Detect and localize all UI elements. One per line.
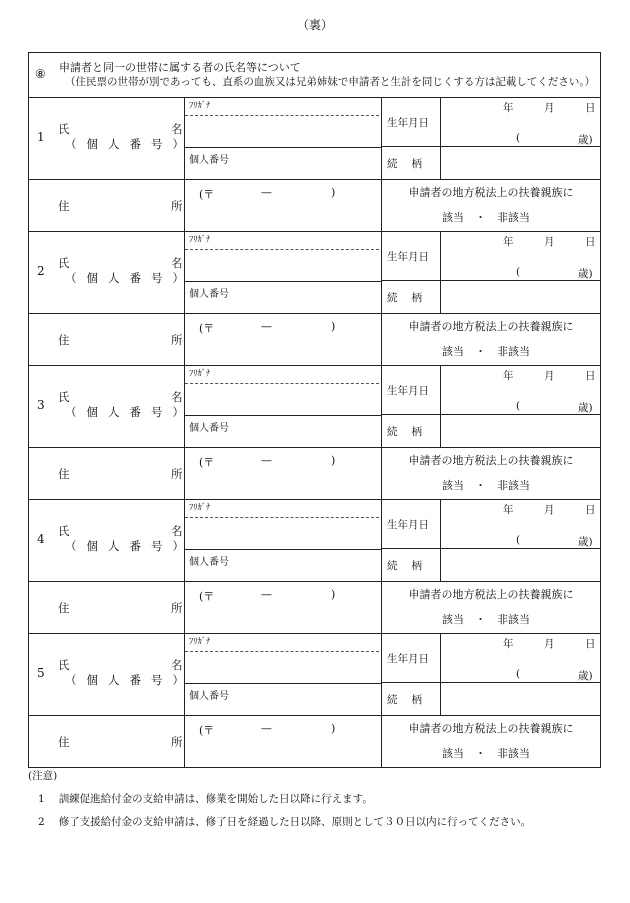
relationship-label: 続 柄 bbox=[382, 415, 441, 447]
member-address-row bbox=[29, 582, 600, 634]
name-label-shi: 氏 bbox=[58, 390, 70, 404]
birthdate-field[interactable]: 年 月 日 ( 歳) bbox=[503, 504, 596, 548]
address-label-ju: 住 bbox=[58, 199, 70, 213]
postal-dash: — bbox=[261, 186, 272, 199]
individual-number-field[interactable]: 個人番号 bbox=[189, 691, 229, 702]
postal-dash: — bbox=[261, 722, 272, 735]
address-label-ju: 住 bbox=[58, 735, 70, 749]
postal-close: ) bbox=[331, 186, 336, 199]
member-name-row bbox=[29, 232, 600, 314]
member-address-row bbox=[29, 716, 600, 767]
name-input-cell[interactable] bbox=[185, 634, 382, 715]
birth-relationship-cell bbox=[382, 232, 600, 313]
postal-close: ) bbox=[331, 722, 336, 735]
member-index: 3 bbox=[37, 398, 45, 412]
member-name-row bbox=[29, 366, 600, 448]
name-input-cell[interactable] bbox=[185, 232, 382, 313]
address-label-sho: 所 bbox=[171, 333, 183, 347]
name-label-mei: 名 bbox=[171, 658, 183, 672]
individual-number-label: （個人番号） bbox=[65, 405, 194, 419]
name-input-cell[interactable] bbox=[185, 366, 382, 447]
postal-close: ) bbox=[331, 588, 336, 601]
furigana-field[interactable]: ﾌﾘｶﾞﾅ bbox=[185, 366, 379, 384]
birthdate-label: 生年月日 bbox=[382, 500, 441, 548]
individual-number-label: （個人番号） bbox=[65, 539, 194, 553]
birth-relationship-cell bbox=[382, 634, 600, 715]
dependent-question: 申請者の地方税法上の扶養親族に bbox=[408, 588, 574, 601]
address-label-cell bbox=[29, 180, 185, 231]
furigana-field[interactable]: ﾌﾘｶﾞﾅ bbox=[185, 500, 379, 518]
address-field[interactable] bbox=[185, 448, 382, 499]
postal-open: (〒 bbox=[199, 456, 215, 469]
note-item-1: 1 訓練促進給付金の支給申請は、修業を開始した日以降に行えます。 bbox=[38, 793, 373, 805]
household-members-form bbox=[28, 52, 601, 768]
address-field[interactable] bbox=[185, 582, 382, 633]
dependent-question: 申請者の地方税法上の扶養親族に bbox=[408, 320, 574, 333]
member-name-label-cell bbox=[29, 500, 194, 581]
dependent-question: 申請者の地方税法上の扶養親族に bbox=[408, 722, 574, 735]
member-name-label-cell bbox=[29, 232, 194, 313]
furigana-field[interactable]: ﾌﾘｶﾞﾅ bbox=[185, 98, 379, 116]
address-field[interactable] bbox=[185, 314, 382, 365]
birthdate-label: 生年月日 bbox=[382, 634, 441, 682]
relationship-label: 続 柄 bbox=[382, 147, 441, 179]
name-input-cell[interactable] bbox=[185, 98, 382, 179]
relationship-label: 続 柄 bbox=[382, 549, 441, 581]
postal-close: ) bbox=[331, 320, 336, 333]
dependent-status-cell[interactable] bbox=[382, 716, 600, 767]
name-field[interactable] bbox=[185, 250, 381, 282]
name-label-shi: 氏 bbox=[58, 658, 70, 672]
individual-number-label: （個人番号） bbox=[65, 137, 194, 151]
member-name-row bbox=[29, 634, 600, 716]
address-label-sho: 所 bbox=[171, 735, 183, 749]
section-number: ⑧ bbox=[35, 67, 46, 81]
member-name-label-cell bbox=[29, 98, 194, 179]
dependent-options[interactable]: 該当 ・ 非該当 bbox=[442, 479, 530, 492]
member-name-row bbox=[29, 500, 600, 582]
section-title: 申請者と同一の世帯に属する者の氏名等について bbox=[59, 61, 301, 74]
name-field[interactable] bbox=[185, 116, 381, 148]
individual-number-field[interactable]: 個人番号 bbox=[189, 423, 229, 434]
name-label-mei: 名 bbox=[171, 122, 183, 136]
address-field[interactable] bbox=[185, 716, 382, 767]
relationship-field[interactable] bbox=[441, 415, 600, 447]
individual-number-label: （個人番号） bbox=[65, 673, 194, 687]
section-subtitle: （住民票の世帯が別であっても、直系の血族又は兄弟姉妹で申請者と生計を同じくする方は記載してください。） bbox=[65, 76, 596, 88]
dependent-status-cell[interactable] bbox=[382, 448, 600, 499]
member-name-label-cell bbox=[29, 634, 194, 715]
notes-title: (注意) bbox=[28, 770, 58, 782]
member-name-label-cell bbox=[29, 366, 194, 447]
name-label-mei: 名 bbox=[171, 390, 183, 404]
address-label-ju: 住 bbox=[58, 333, 70, 347]
dependent-options[interactable]: 該当 ・ 非該当 bbox=[442, 345, 530, 358]
relationship-label: 続 柄 bbox=[382, 281, 441, 313]
member-index: 4 bbox=[37, 532, 45, 546]
postal-open: (〒 bbox=[199, 188, 215, 201]
dependent-question: 申請者の地方税法上の扶養親族に bbox=[408, 186, 574, 199]
relationship-field[interactable] bbox=[441, 549, 600, 581]
birthdate-field[interactable]: 年 月 日 ( 歳) bbox=[503, 638, 596, 682]
member-index: 5 bbox=[37, 666, 45, 680]
furigana-field[interactable]: ﾌﾘｶﾞﾅ bbox=[185, 232, 379, 250]
postal-open: (〒 bbox=[199, 724, 215, 737]
address-label-sho: 所 bbox=[171, 601, 183, 615]
birthdate-label: 生年月日 bbox=[382, 98, 441, 146]
name-input-cell[interactable] bbox=[185, 500, 382, 581]
individual-number-field[interactable]: 個人番号 bbox=[189, 289, 229, 300]
birthdate-label: 生年月日 bbox=[382, 232, 441, 280]
relationship-field[interactable] bbox=[441, 147, 600, 179]
address-label-cell bbox=[29, 582, 185, 633]
birthdate-field[interactable]: 年 月 日 ( 歳) bbox=[503, 236, 596, 280]
note-item-2: 2 修了支援給付金の支給申請は、修了日を経過した日以降、原則として３０日以内に行ってください。 bbox=[38, 816, 532, 828]
relationship-label: 続 柄 bbox=[382, 683, 441, 715]
member-index: 1 bbox=[37, 130, 45, 144]
relationship-field[interactable] bbox=[441, 683, 600, 715]
member-address-row bbox=[29, 314, 600, 366]
dependent-options[interactable]: 該当 ・ 非該当 bbox=[442, 211, 530, 224]
dependent-options[interactable]: 該当 ・ 非該当 bbox=[442, 613, 530, 626]
name-field[interactable] bbox=[185, 652, 381, 684]
name-label-mei: 名 bbox=[171, 256, 183, 270]
notes bbox=[28, 768, 545, 837]
member-name-row bbox=[29, 98, 600, 180]
individual-number-label: （個人番号） bbox=[65, 271, 194, 285]
birthdate-label: 生年月日 bbox=[382, 366, 441, 414]
member-address-row bbox=[29, 180, 600, 232]
postal-open: (〒 bbox=[199, 590, 215, 603]
address-label-sho: 所 bbox=[171, 199, 183, 213]
address-label-ju: 住 bbox=[58, 467, 70, 481]
name-label-shi: 氏 bbox=[58, 122, 70, 136]
postal-open: (〒 bbox=[199, 322, 215, 335]
address-label-ju: 住 bbox=[58, 601, 70, 615]
postal-dash: — bbox=[261, 320, 272, 333]
birthdate-field[interactable]: 年 月 日 ( 歳) bbox=[503, 102, 596, 146]
section-header bbox=[29, 53, 600, 98]
postal-dash: — bbox=[261, 454, 272, 467]
address-label-cell bbox=[29, 314, 185, 365]
name-label-shi: 氏 bbox=[58, 256, 70, 270]
member-address-row bbox=[29, 448, 600, 500]
address-label-sho: 所 bbox=[171, 467, 183, 481]
dependent-status-cell[interactable] bbox=[382, 314, 600, 365]
individual-number-field[interactable]: 個人番号 bbox=[189, 557, 229, 568]
address-label-cell bbox=[29, 716, 185, 767]
member-index: 2 bbox=[37, 264, 45, 278]
address-field[interactable] bbox=[185, 180, 382, 231]
dependent-options[interactable]: 該当 ・ 非該当 bbox=[442, 747, 530, 760]
name-label-mei: 名 bbox=[171, 524, 183, 538]
name-field[interactable] bbox=[185, 518, 381, 550]
individual-number-field[interactable]: 個人番号 bbox=[189, 155, 229, 166]
birth-relationship-cell bbox=[382, 98, 600, 179]
birth-relationship-cell bbox=[382, 366, 600, 447]
birthdate-field[interactable]: 年 月 日 ( 歳) bbox=[503, 370, 596, 414]
postal-dash: — bbox=[261, 588, 272, 601]
dependent-question: 申請者の地方税法上の扶養親族に bbox=[408, 454, 574, 467]
birth-relationship-cell bbox=[382, 500, 600, 581]
dependent-status-cell[interactable] bbox=[382, 180, 600, 231]
page-title: （裏） bbox=[296, 18, 333, 32]
name-field[interactable] bbox=[185, 384, 381, 416]
furigana-field[interactable]: ﾌﾘｶﾞﾅ bbox=[185, 634, 379, 652]
relationship-field[interactable] bbox=[441, 281, 600, 313]
name-label-shi: 氏 bbox=[58, 524, 70, 538]
dependent-status-cell[interactable] bbox=[382, 582, 600, 633]
address-label-cell bbox=[29, 448, 185, 499]
postal-close: ) bbox=[331, 454, 336, 467]
